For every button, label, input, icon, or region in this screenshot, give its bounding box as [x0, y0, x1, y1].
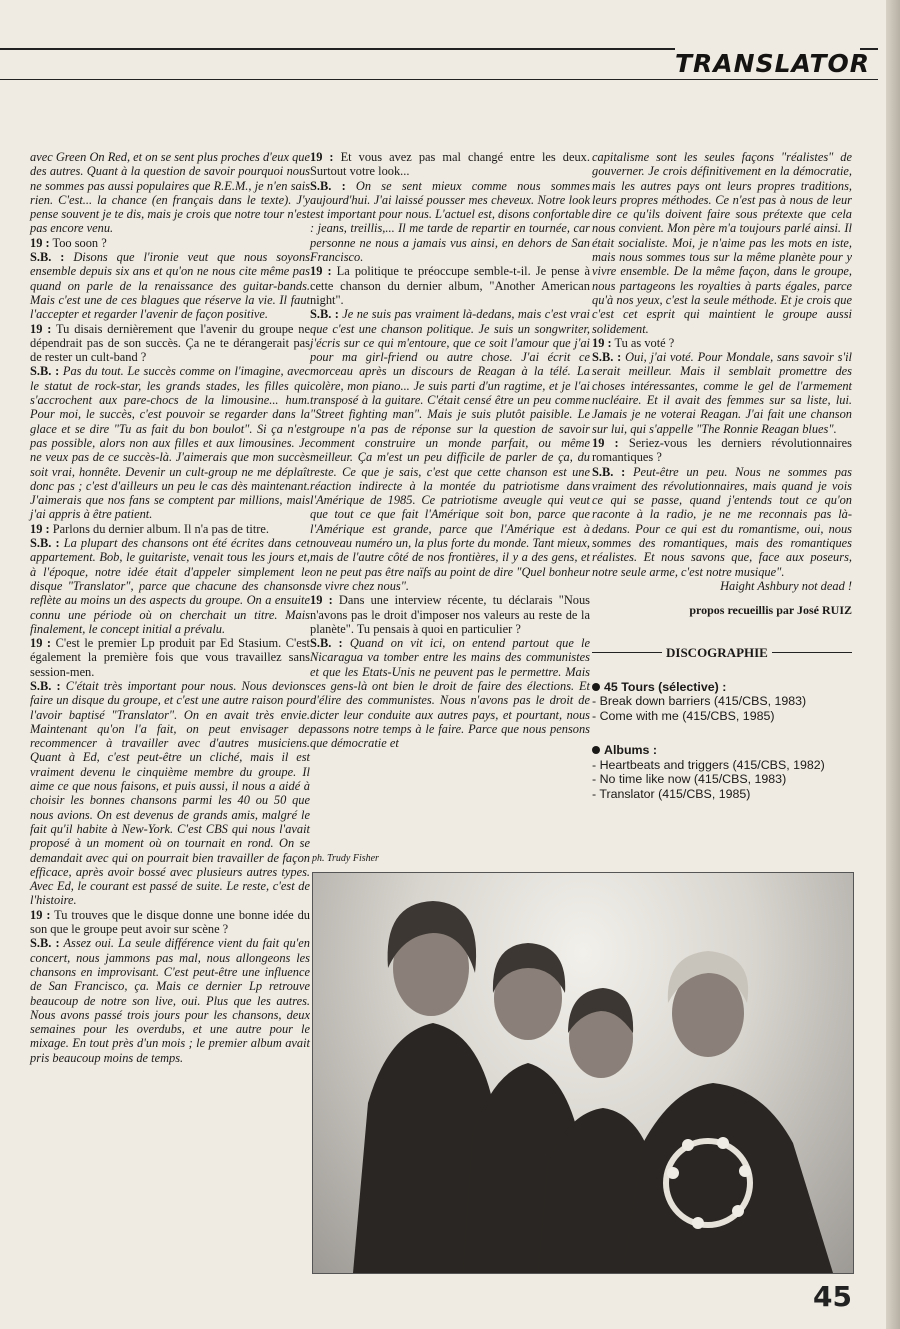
divider: [772, 652, 852, 653]
bullet-icon: [592, 683, 600, 691]
singles-title: 45 Tours (sélective) :: [604, 679, 727, 694]
paragraph-text: C'était très important pour nous. Nous devions faire un disque du groupe, et c'est une autre raison pour l'avoir baptisé "Translator". On en avait très envie. Maintenant qu'on l'a fait, on peut envisager de recommencer à travailler avec d'autres musiciens. Quant à Ed, c'est peut-être un cliché, mais il est vraiment devenu le cinquième membre du groupe. Il aime ce que nous faisons, et puis aussi, il nous a aidé à choisir les bonnes chansons parmi les 40 ou 50 que nous avions. On est devenus de grands amis, malgré le fait qu'il habite à New-York. C'est CBS qui nous l'avait proposé à un moment où on tournait en rond. On se demandait avec qui on pourrait bien travailler de façon efficace, après avoir bossé avec plusieurs autres types. Avec Ed, le courant est passé de suite. Le reste, c'est de l'histoire.: [30, 678, 310, 908]
paragraph-text: Assez oui. La seule différence vient du fait qu'en concert, nous jammons pas mal, nous allongeons les chansons en improvisant. C'est peut-être une influence de San Francisco, ça. Mais ce dernier Lp retrouve beaucoup de notre son live, oui. Plus que les autres. Nous avons passé trois jours pour les chansons, deux semaines pour les overdubs, et une autre pour le mixage. En tout près d'un mois ; le premier album avait pris beaucoup moins de temps.: [30, 936, 311, 1065]
paragraph-text: Seriez-vous les derniers révolutionnaires romantiques ?: [592, 435, 852, 465]
divider: [592, 652, 662, 653]
question-paragraph: [310, 593, 590, 636]
question-paragraph: [30, 908, 310, 937]
bullet-icon: [592, 746, 600, 754]
photo-credit: ph. Trudy Fisher: [312, 853, 379, 864]
discography-item: - Break down barriers (415/CBS, 1983): [592, 694, 807, 709]
paragraph-text: Too soon ?: [52, 235, 107, 250]
speaker-label: 19 :: [30, 907, 51, 922]
speaker-label: S.B. :: [30, 678, 61, 693]
singles-section: [592, 680, 852, 724]
answer-paragraph: [30, 250, 310, 321]
speaker-label: S.B. :: [310, 636, 343, 651]
speaker-label: S.B. :: [30, 936, 60, 951]
band-photo-image: [313, 873, 853, 1273]
paragraph-text: avec Green On Red, et on se sent plus proches d'eux que des autres. Quant à la question de savoir pourquoi nous ne sommes pas aussi populaires que R.E.M., je n'en sais rien. C'est... la chance (en français dans le texte). J'y pense souvent je te dis, mais je crois que notre tour n'est pas encore venu.: [30, 150, 310, 236]
page-number: 45: [813, 1280, 852, 1313]
paragraph-text: capitalisme sont les seules façons "réalistes" de gouverner. Je crois définitivement en la démocratie, mais les autres pays ont leurs propres traditions, leurs propres méthodes. Ce n'est pas à nous de leur dire ce qu'ils doivent faire sous prétexte que cela nous convient. Mon père m'a toujours parlé ainsi. Il était socialiste. Moi, je n'aime pas les mots en iste, mais nous sommes tous sur la même planète pour y vivre ensemble. De la même façon, dans le groupe, nous partageons les royalties à parts égales, parce qu'à nos yeux, c'est la seule méthode. Et je crois que c'est cet esprit qui maintient le groupe aussi solidement.: [592, 150, 852, 336]
paragraph-text: Tu as voté ?: [614, 335, 675, 350]
speaker-label: 19 :: [30, 521, 50, 536]
discography-item: - No time like now (415/CBS, 1983): [592, 772, 787, 787]
page-edge: [886, 0, 900, 1329]
speaker-label: 19 :: [30, 636, 52, 651]
speaker-label: S.B. :: [592, 464, 626, 479]
paragraph-text: Peut-être un peu. Nous ne sommes pas vraiment des révolutionnaires, mais quand je vois ce qui se passe, quand j'entends tout ce qu'on raconte à la radio, je ne me reconnais pas là-dedans. Pour ce qui est du romantisme, oui, nous sommes des romantiques, mais des romantiques réalistes. Et nous savons que, face aux poseurs, notre seule arme, c'est notre musique".: [592, 464, 852, 579]
article-column-1: [30, 150, 310, 1065]
answer-paragraph: [310, 179, 590, 265]
albums-title: Albums :: [604, 743, 658, 758]
answer-paragraph: [592, 350, 852, 436]
question-paragraph: [592, 436, 852, 465]
paragraph-text: Tu trouves que le disque donne une bonne idée du son que le groupe peut avoir sur scène ?: [30, 907, 310, 937]
speaker-label: 19 :: [310, 264, 332, 279]
paragraph-text: Parlons du dernier album. Il n'a pas de titre.: [52, 521, 269, 536]
header-rule-bottom: [0, 79, 878, 80]
article-column-3: [592, 150, 852, 801]
speaker-label: S.B. :: [30, 536, 60, 551]
paragraph-text: Dans une interview récente, tu déclarais "Nous n'avons pas le droit d'imposer nos valeurs au reste de la planète". Tu pensais à quoi en particulier ?: [310, 593, 590, 636]
article-column-2: [310, 150, 590, 750]
discography-item: - Come with me (415/CBS, 1985): [592, 708, 775, 723]
question-paragraph: [30, 522, 310, 536]
speaker-label: 19 :: [592, 435, 619, 450]
question-paragraph: [30, 636, 310, 679]
answer-paragraph: [30, 679, 310, 908]
question-paragraph: [30, 236, 310, 250]
answer-paragraph: [30, 364, 310, 521]
paragraph-text: Pas du tout. Le succès comme on l'imagine, avec le statut de rock-star, les grands stades, les filles qui s'accrochent aux pare-chocs de la limousine... hum. Pour moi, le succès, c'est pouvoir se regarder dans la glace et se dire "Tu as fait du bon boulot". Si ça n'est pas possible, alors non aux filles et aux limousines. Je ne veux pas de ce succès-là. J'aimerais que mon succès soit vrai, honnête. Devenir un cult-group ne me déplaît donc pas ; c'est d'ailleurs un peu le cas dès maintenant. J'aimerais que nos fans se comptent par millions, mais j'ai appris à être patient.: [30, 364, 310, 522]
discography-item: - Heartbeats and triggers (415/CBS, 1982): [592, 757, 825, 772]
byline: propos recueillis par José RUIZ: [689, 603, 852, 618]
discography-item: - Translator (415/CBS, 1985): [592, 786, 751, 801]
answer-paragraph: [592, 465, 852, 579]
speaker-label: 19 :: [310, 150, 334, 164]
paragraph-text: Quand on vit ici, on entend partout que le Nicaragua va tomber entre les mains des communistes et que les Etats-Unis ne peuvent pas le permettre. Mais ces gens-là ont bien le droit de faire des élections. Et d'élire des communistes. Nous n'avons pas le droit de dicter leur conduite aux autres pays, et pourtant, nous passons notre temps à le faire. Parce que nous pensons que démocratie et: [310, 636, 590, 751]
speaker-label: 19 :: [592, 335, 612, 350]
answer-paragraph: [30, 936, 310, 1065]
paragraph-text: C'est le premier Lp produit par Ed Stasium. C'est également la première fois que vous travaillez sans session-men.: [30, 636, 310, 679]
speaker-label: S.B. :: [30, 250, 65, 265]
closing-line: Haight Ashbury not dead !: [720, 578, 852, 593]
section-title: TRANSLATOR: [675, 49, 871, 78]
speaker-label: 19 :: [310, 593, 333, 608]
question-paragraph: [30, 322, 310, 365]
paragraph-text: Je ne suis pas vraiment là-dedans, mais c'est vrai que c'est une chanson politique. Je suis un songwriter, j'écris sur ce qui m'entoure, que ce soit l'amour que j'ai pour ma girl-friend ou autre chose. J'ai écrit ce morceau après un discours de Reagan à la télé. La colère, mon piano... Je suis parti d'un ragtime, et je l'ai transposé à la guitare. C'était censé être un peu comme "Street fighting man". Mais je suis plutôt paisible. Le groupe n'a pas de réponse sur la question de savoir comment construire un monde parfait, ou même meilleur. Ça m'est un peu difficile de parler de ça, du reste. Ce que je sais, c'est que cette chanson est une réaction indirecte à la montée du patriotisme dans l'Amérique de 1985. Ce patriotisme aveugle qui veut que tout ce que fait l'Amérique soit bon, parce que l'Amérique est grande, parce que l'Amérique est à nouveau numéro un, la plus forte du monde. Tant mieux, mais de l'autre côté de nos frontières, il y a des gens, et on ne peut pas être naïfs au point de dire "Quel bonheur de vivre chez nous".: [310, 307, 590, 593]
answer-paragraph: [30, 536, 310, 636]
answer-paragraph: [592, 150, 852, 336]
speaker-label: S.B. :: [30, 364, 60, 379]
paragraph-text: On se sent mieux comme nous sommes aujourd'hui. J'ai laissé pousser mes cheveux. Notre look est important pour nous. L'actuel est, disons confortable : jeans, treillis,... Il me tarde de repartir en tournée, car personne ne nous a jamais vus ainsi, en dehors de San Francisco.: [310, 178, 590, 265]
paragraph-text: Oui, j'ai voté. Pour Mondale, sans savoir s'il serait meilleur. Mais il semblait promettre des choses intéressantes, comme le gel de l'armement nucléaire. Et il avait des femmes sur sa liste, lui. Jamais je ne voterai Reagan. J'ai fait une chanson sur lui, qui s'appelle "The Ronnie Reagan blues".: [592, 350, 852, 436]
speaker-label: 19 :: [30, 235, 50, 250]
answer-paragraph: [310, 307, 590, 593]
discography-heading: DISCOGRAPHIE: [592, 646, 852, 660]
question-paragraph: [310, 150, 590, 179]
col3-body: [592, 150, 852, 579]
paragraph-text: Et vous avez pas mal changé entre les deux. Surtout votre look...: [310, 150, 590, 179]
band-photo: [312, 872, 854, 1274]
speaker-label: S.B. :: [310, 307, 339, 322]
albums-section: [592, 743, 852, 801]
paragraph-text: La plupart des chansons ont été écrites dans cet appartement. Bob, le guitariste, venait tous les jours et, à l'époque, notre idée était d'appeler simplement le disque "Translator", parce que chacune des chansons reflète au moins un des aspects du groupe. On a ensuite connu une période où on cherchait un titre. Mais finalement, le concept initial a prévalu.: [30, 536, 310, 636]
question-paragraph: [310, 264, 590, 307]
paragraph-text: Disons que l'ironie veut que nous soyons ensemble depuis six ans et qu'on ne nous cite même pas quand on parle de la renaissance des guitar-bands. Mais c'est une de ces blagues que réserve la vie. Il faut l'accepter et regarder l'avenir de façon positive.: [30, 250, 310, 322]
paragraph-text: Tu disais dernièrement que l'avenir du groupe ne dépendrait pas de son succès. Ça ne te dérangerait pas de rester un cult-band ?: [30, 321, 310, 365]
speaker-label: S.B. :: [310, 178, 346, 193]
answer-paragraph: [30, 150, 310, 236]
speaker-label: S.B. :: [592, 350, 622, 365]
speaker-label: 19 :: [30, 321, 52, 336]
question-paragraph: [592, 336, 852, 350]
singles-list: [592, 694, 852, 723]
albums-list: [592, 758, 852, 802]
paragraph-text: La politique te préoccupe semble-t-il. Je pense à cette chanson du dernier album, "Another American night".: [310, 264, 590, 307]
answer-paragraph: [310, 636, 590, 750]
